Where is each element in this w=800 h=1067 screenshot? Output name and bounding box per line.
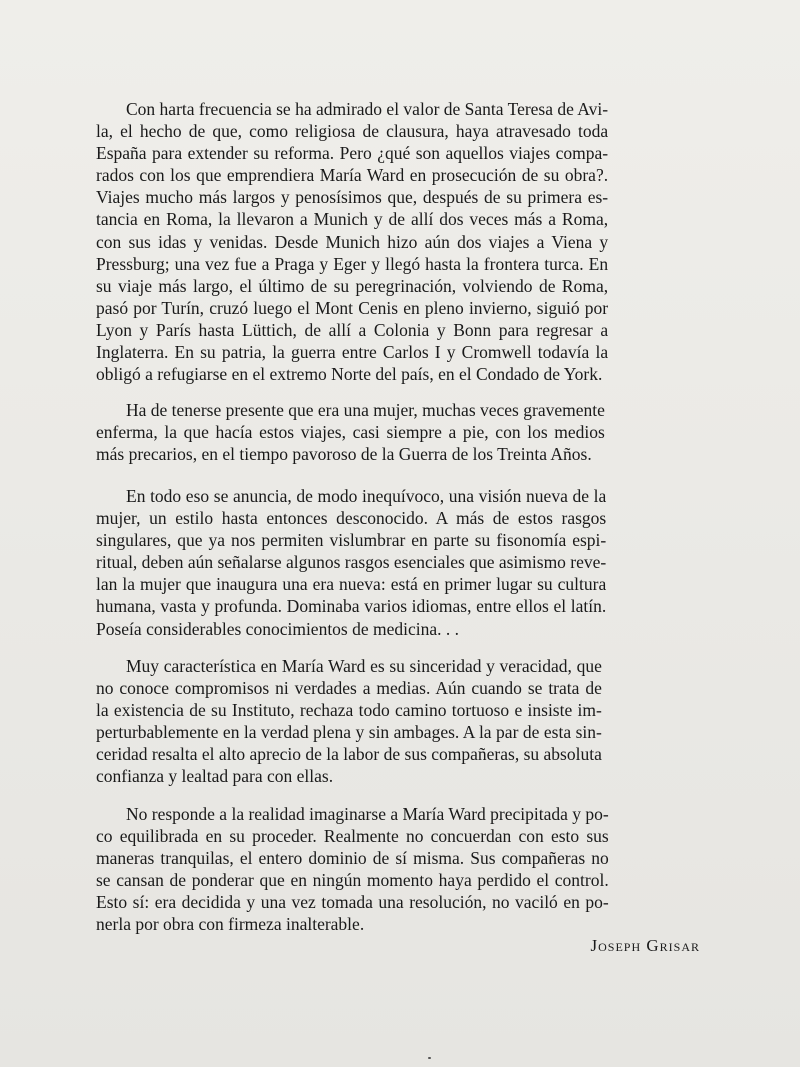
text-line: obligó a refugiarse en el extremo Norte del país, en el Condado de York. [96,364,603,385]
paper-speck [428,1057,431,1059]
paragraph-1 [96,98,608,385]
paragraph-3 [96,485,606,640]
text-line: Esto sí: era decidida y una vez tomada una resolución, no vaciló en po- [96,892,609,913]
text-line: ceridad resalta el alto aprecio de la labor de sus compañeras, su absoluta [96,744,602,765]
text-line: Viajes mucho más largos y penosísimos que, después de su primera es- [96,187,609,208]
text-line: Muy característica en María Ward es su sinceridad y veracidad, que [126,656,602,676]
paragraph-4 [96,655,602,788]
text-line: confianza y lealtad para con ellas. [96,766,334,787]
text-line: No responde a la realidad imaginarse a María Ward precipitada y po- [126,804,609,824]
text-line: perturbablemente en la verdad plena y sin ambages. A la par de esta sin- [96,722,602,743]
text-line: humana, vasta y profunda. Dominaba varios idiomas, entre ellos el latín. [96,596,607,617]
author-signature: Joseph Grisar [590,936,700,955]
text-line: lan la mujer que inaugura una era nueva: está en primer lugar su cultura [96,574,607,595]
text-line: Lyon y París hasta Lüttich, de allí a Colonia y Bonn para regresar a [96,319,609,340]
text-line: Inglaterra. En su patria, la guerra entre Carlos I y Cromwell todavía la [96,342,609,363]
text-line: mujer, un estilo hasta entonces desconocido. A más de estos rasgos [96,508,607,529]
text-line: España para extender su reforma. Pero ¿qué son aquellos viajes compa- [96,143,609,164]
text-line: Ha de tenerse presente que era una mujer, muchas veces gravemente [126,400,605,420]
text-line: se cansan de ponderar que en ningún momento haya perdido el control. [96,870,609,891]
text-line: Poseía considerables conocimientos de medicina. . . [96,618,460,639]
text-line: rados con los que emprendiera María Ward en prosecución de su obra?. [96,165,609,186]
text-line: singulares, que ya nos permiten vislumbrar en parte su fisonomía espi- [96,530,607,551]
text-line: co equilibrada en su proceder. Realmente no concuerdan con esto sus [96,826,609,847]
text-line: la existencia de su Instituto, rechaza todo camino tortuoso e insiste im- [96,700,602,721]
text-line: su viaje más largo, el último de su peregrinación, volviendo de Roma, [96,275,609,296]
text-line: tancia en Roma, la llevaron a Munich y de allí dos veces más a Roma, [96,209,609,230]
paragraph-2 [96,399,605,465]
paragraph-5 [96,803,609,936]
text-line: maneras tranquilas, el entero dominio de sí misma. Sus compañeras no [96,848,609,869]
text-line: nerla por obra con firmeza inalterable. [96,914,365,935]
text-line: Pressburg; una vez fue a Praga y Eger y llegó hasta la frontera turca. En [96,253,609,274]
text-line: más precarios, en el tiempo pavoroso de la Guerra de los Treinta Años. [96,444,592,465]
text-line: con sus idas y venidas. Desde Munich hizo aún dos viajes a Viena y [96,231,609,252]
text-line: la, el hecho de que, como religiosa de clausura, haya atravesado toda [96,121,609,142]
text-line: ritual, deben aún señalarse algunos rasgos esenciales que asimismo reve- [96,552,607,573]
text-line: pasó por Turín, cruzó luego el Mont Cenis en pleno invierno, siguió por [96,297,609,318]
text-line: En todo eso se anuncia, de modo inequívoco, una visión nueva de la [126,486,607,506]
text-line: Con harta frecuencia se ha admirado el valor de Santa Teresa de Avi- [126,99,609,119]
text-line: no conoce compromisos ni verdades a medias. Aún cuando se trata de [96,678,602,699]
text-line: enferma, la que hacía estos viajes, casi siempre a pie, con los medios [96,422,605,443]
